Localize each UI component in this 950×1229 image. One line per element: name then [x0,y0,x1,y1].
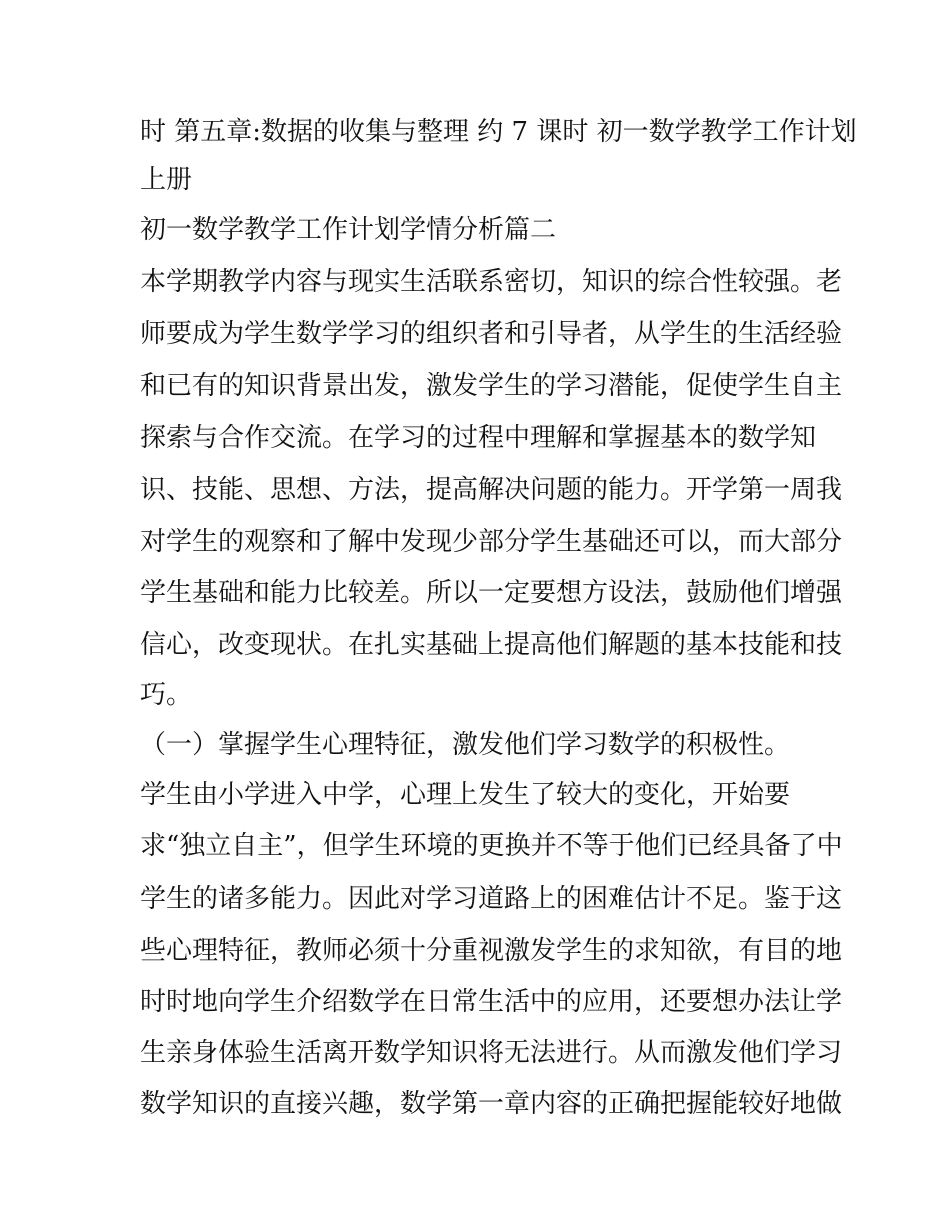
text-line: 学生由小学进入中学，心理上发生了较大的变化，开始要 [140,780,791,810]
text-line: 数学知识的直接兴趣，数学第一章内容的正确把握能较好地做 [140,1089,843,1119]
section-heading: 初一数学教学工作计划学情分析篇二 [140,215,557,245]
text-line: 些心理特征，教师必须十分重视激发学生的求知欲，有目的地 [140,936,843,966]
text-line: 信心，改变现状。在扎实基础上提高他们解题的基本技能和技 [140,630,843,660]
text-line: 和已有的知识背景出发，激发学生的学习潜能，促使学生自主 [140,371,843,401]
text-line: 上册 [140,165,193,195]
text-line: 对学生的观察和了解中发现少部分学生基础还可以，而大部分 [140,527,843,557]
text-line: 生亲身体验生活离开数学知识将无法进行。从而激发他们学习 [140,1038,843,1068]
text-line: 探索与合作交流。在学习的过程中理解和掌握基本的数学知 [140,423,817,453]
text-line: 巧。 [140,680,193,710]
text-line: 识、技能、思想、方法，提高解决问题的能力。开学第一周我 [140,475,843,505]
text-line: 学生的诸多能力。因此对学习道路上的困难估计不足。鉴于这 [140,884,843,914]
text-line: 学生基础和能力比较差。所以一定要想方设法，鼓励他们增强 [140,578,843,608]
text-line: 求“独立自主”，但学生环境的更换并不等于他们已经具备了中 [140,831,843,861]
text-line: 本学期教学内容与现实生活联系密切，知识的综合性较强。老 [140,267,843,297]
text-line: 师要成为学生数学学习的组织者和引导者，从学生的生活经验 [140,319,843,349]
text-line: 时 第五章:数据的收集与整理 约 7 课时 初一数学教学工作计划 [140,117,857,147]
subsection-heading: （一）掌握学生心理特征，激发他们学习数学的积极性。 [140,730,791,760]
text-line: 时时地向学生介绍数学在日常生活中的应用，还要想办法让学 [140,987,843,1017]
